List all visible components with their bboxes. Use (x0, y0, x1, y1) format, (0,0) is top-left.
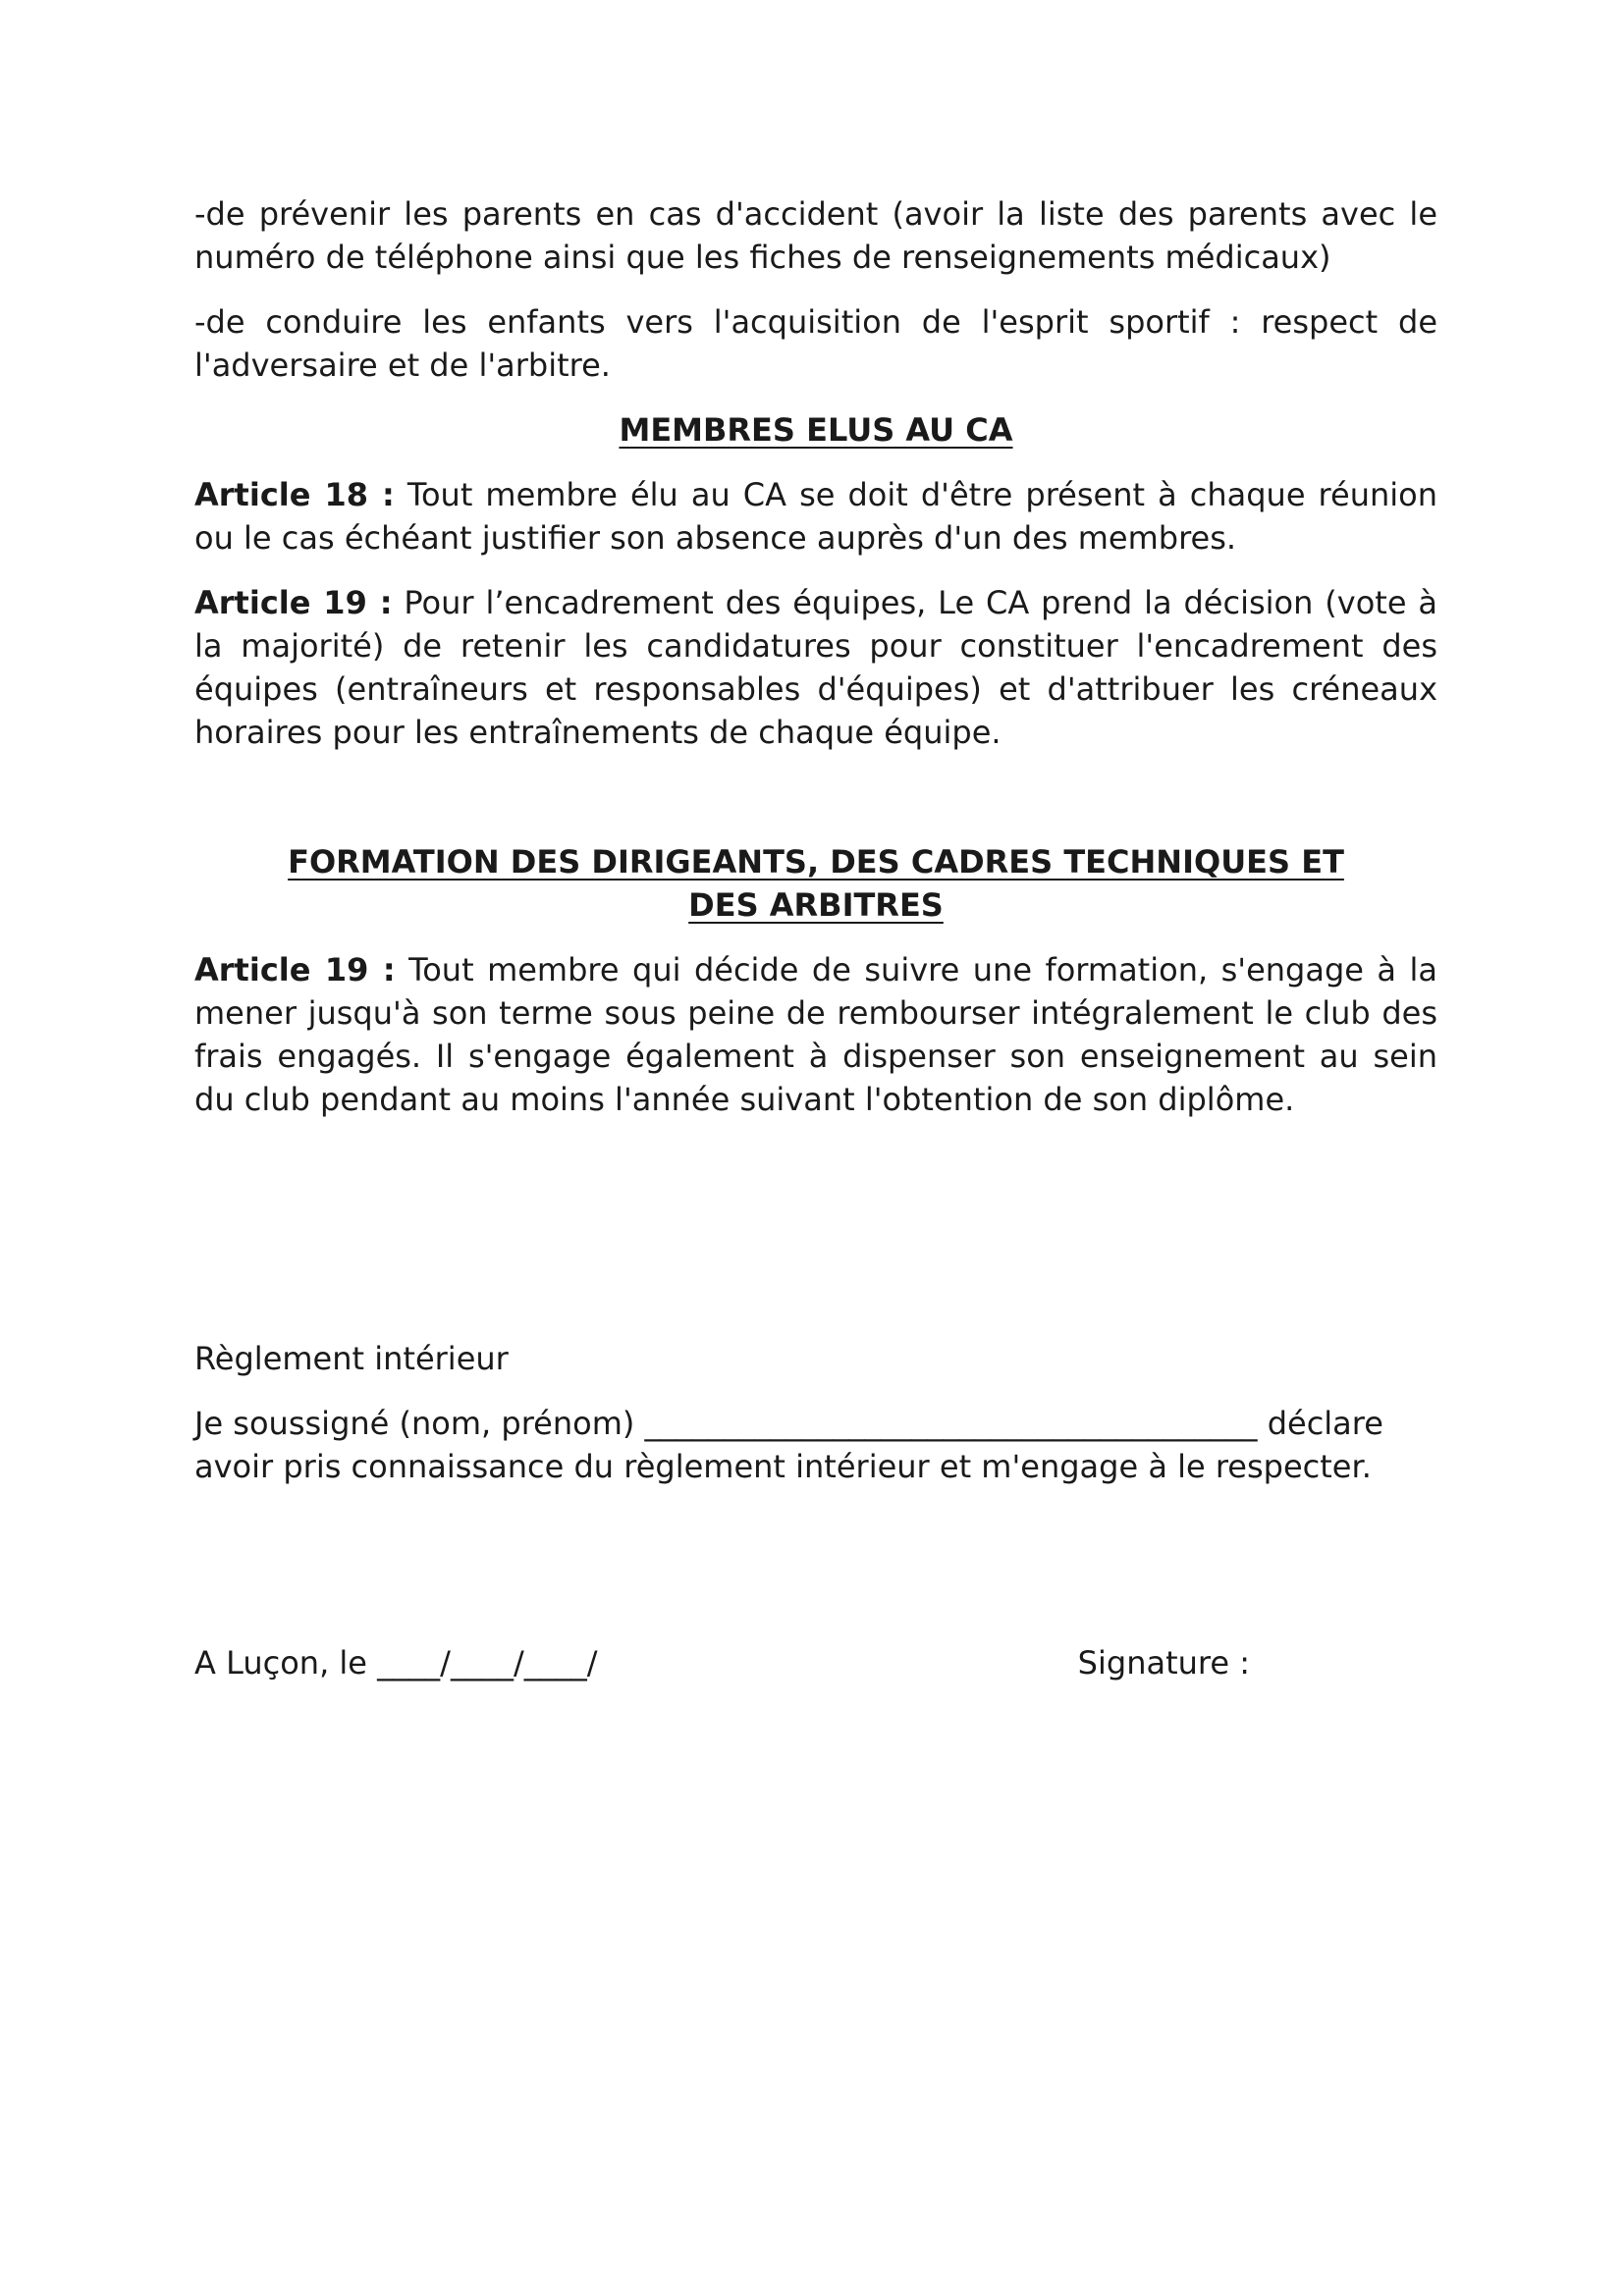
declaration-line-1 (194, 1402, 1437, 1445)
heading-ca-members: MEMBRES ELUS AU CA (619, 411, 1013, 449)
signature-label: Signature : (1077, 1644, 1250, 1682)
heading-formation: FORMATION DES DIRIGEANTS, DES CADRES TECHNIQUES ET DES ARBITRES (288, 843, 1344, 924)
signature-row (194, 1641, 1250, 1684)
declaration-line-1-start: Je soussigné (nom, prénom) (194, 1405, 645, 1442)
declaration-line-2: avoir pris connaissance du règlement intérieur et m'engage à le respecter. (194, 1448, 1372, 1485)
article-19-ca-label: Article 19 : (194, 584, 393, 621)
prelude-item-parents: -de prévenir les parents en cas d'accident (avoir la liste des parents avec le numéro de téléphone ainsi que les fiches de renseignements médicaux) (194, 195, 1437, 276)
declaration-line-1-end: déclare (1257, 1405, 1383, 1442)
article-19-formation (194, 948, 1437, 1121)
name-blank-field: _______________________________________ (644, 1405, 1258, 1442)
article-19-formation-text: Tout membre qui décide de suivre une formation, s'engage à la mener jusqu'à son terme sous peine de rembourser intégralement le club des frais engagés. Il s'engage également à dispenser son enseignement au sein du club pendant au moins l'année suivant l'obtention de son diplôme. (194, 951, 1438, 1118)
declaration-title: Règlement intérieur (194, 1340, 509, 1377)
article-18-text: Tout membre élu au CA se doit d'être présent à chaque réunion ou le cas échéant justifier son absence auprès d'un des membres. (194, 476, 1437, 557)
article-19-formation-label: Article 19 : (194, 951, 396, 988)
article-18-label: Article 18 : (194, 476, 395, 513)
article-18 (194, 473, 1437, 560)
article-19-ca-text: Pour l’encadrement des équipes, Le CA prend la décision (vote à la majorité) de retenir les candidatures pour constituer l'encadrement des équipes (entraîneurs et responsables d'équipes) et d'attribuer les créneaux horaires pour les entraînements de chaque équipe. (194, 584, 1438, 751)
prelude-item-sportsmanship: -de conduire les enfants vers l'acquisition de l'esprit sportif : respect de l'adversaire et de l'arbitre. (194, 303, 1437, 384)
place-date: A Luçon, le ____/____/____/ (194, 1644, 598, 1682)
document-page (194, 192, 1437, 1684)
article-19-ca (194, 581, 1437, 754)
